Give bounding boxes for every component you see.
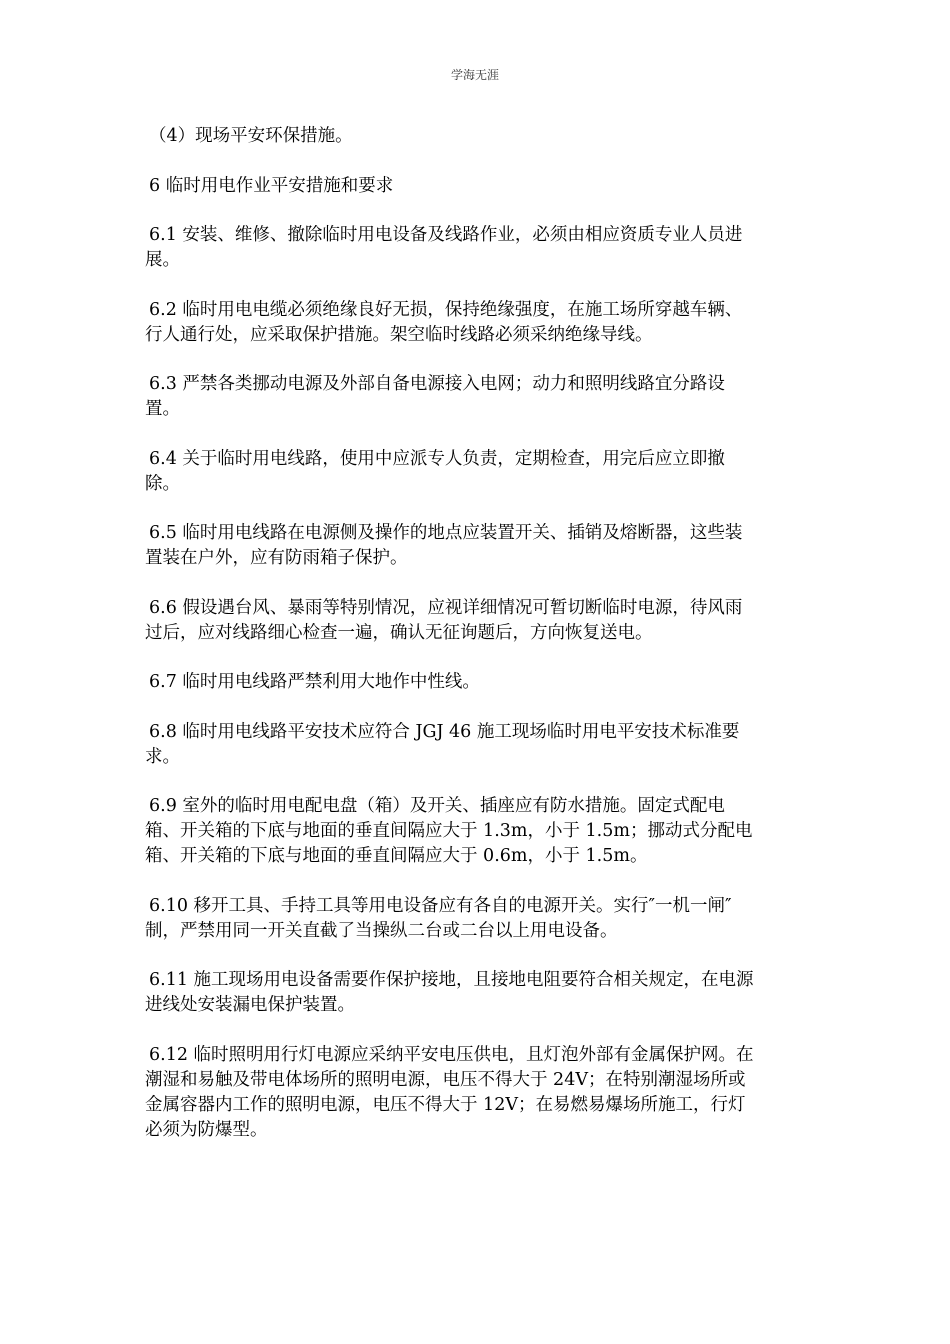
paragraph-6-9: [145, 794, 805, 869]
paragraph-6-3: [145, 372, 805, 422]
paragraph-6-11: [145, 968, 805, 1018]
text-line: 6.7 临时用电线路严禁利用大地作中性线。: [149, 672, 480, 692]
text-line: 求。: [145, 746, 180, 767]
text-line: 6.8 临时用电线路平安技术应符合 JGJ 46 施工现场临时用电平安技术标准要: [149, 721, 740, 742]
text-line: 箱、开关箱的下底与地面的垂直间隔应大于 1.3m，小于 1.5m；挪动式分配电: [145, 821, 753, 841]
paragraph-6-12: [145, 1043, 805, 1143]
text-line: 6.12 临时照明用行灯电源应采纳平安电压供电，且灯泡外部有金属保护网。在: [149, 1044, 754, 1065]
text-line: 6.6 假设遇台风、暴雨等特别情况，应视详细情况可暂切断临时电源，待风雨: [149, 597, 743, 618]
text-line: 6.11 施工现场用电设备需要作保护接地，且接地电阻要符合相关规定，在电源: [149, 970, 754, 990]
text-line: 除。: [145, 473, 180, 494]
paragraph-6-5: [145, 521, 805, 571]
text-line: 行人通行处，应采取保护措施。架空临时线路必须采纳绝缘导线。: [145, 324, 653, 345]
text-line: 6.5 临时用电线路在电源侧及操作的地点应装置开关、插销及熔断器，这些装: [149, 523, 743, 543]
text-line: 6.10 移开工具、手持工具等用电设备应有各自的电源开关。实行″一机一闸″: [149, 895, 732, 916]
text-line: 进线处安装漏电保护装置。: [145, 995, 355, 1015]
text-line: 6.2 临时用电电缆必须绝缘良好无损，保持绝缘强度，在施工场所穿越车辆、: [149, 299, 743, 320]
text-line: 置装在户外，应有防雨箱子保护。: [145, 548, 408, 568]
text-line: 6 临时用电作业平安措施和要求: [149, 175, 394, 196]
paragraph-6-4: [145, 447, 805, 497]
text-line: 置。: [145, 399, 180, 419]
paragraph-6-8: [145, 720, 805, 770]
text-line: 展。: [145, 250, 180, 270]
paragraph-4-safety: [145, 124, 805, 149]
text-line: 6.3 严禁各类挪动电源及外部自备电源接入电网；动力和照明线路宜分路设: [149, 374, 725, 394]
paragraph-6-7: [145, 670, 805, 695]
paragraph-6-10: [145, 894, 805, 944]
text-line: （4）现场平安环保措施。: [149, 126, 353, 146]
page-header: 学海无涯: [450, 68, 499, 82]
text-line: 6.9 室外的临时用电配电盘（箱）及开关、插座应有防水措施。固定式配电: [149, 796, 725, 816]
document-body: [145, 124, 805, 1167]
text-line: 6.1 安装、维修、撤除临时用电设备及线路作业，必须由相应资质专业人员进: [149, 225, 743, 245]
text-line: 金属容器内工作的照明电源，电压不得大于 12V；在易燃易爆场所施工，行灯: [145, 1094, 746, 1115]
section-heading-6: [145, 174, 805, 199]
text-line: 箱、开关箱的下底与地面的垂直间隔应大于 0.6m，小于 1.5m。: [145, 846, 648, 866]
text-line: 过后，应对线路细心检查一遍，确认无征询题后，方向恢复送电。: [145, 622, 653, 643]
text-line: 必须为防爆型。: [145, 1119, 268, 1140]
paragraph-6-6: [145, 596, 805, 646]
text-line: 潮湿和易触及带电体场所的照明电源，电压不得大于 24V；在特别潮湿场所或: [145, 1069, 746, 1090]
paragraph-6-1: [145, 223, 805, 273]
text-line: 制，严禁用同一开关直截了当操纵二台或二台以上用电设备。: [145, 920, 618, 941]
text-line: 6.4 关于临时用电线路，使用中应派专人负责，定期检查，用完后应立即撤: [149, 448, 725, 469]
paragraph-6-2: [145, 298, 805, 348]
